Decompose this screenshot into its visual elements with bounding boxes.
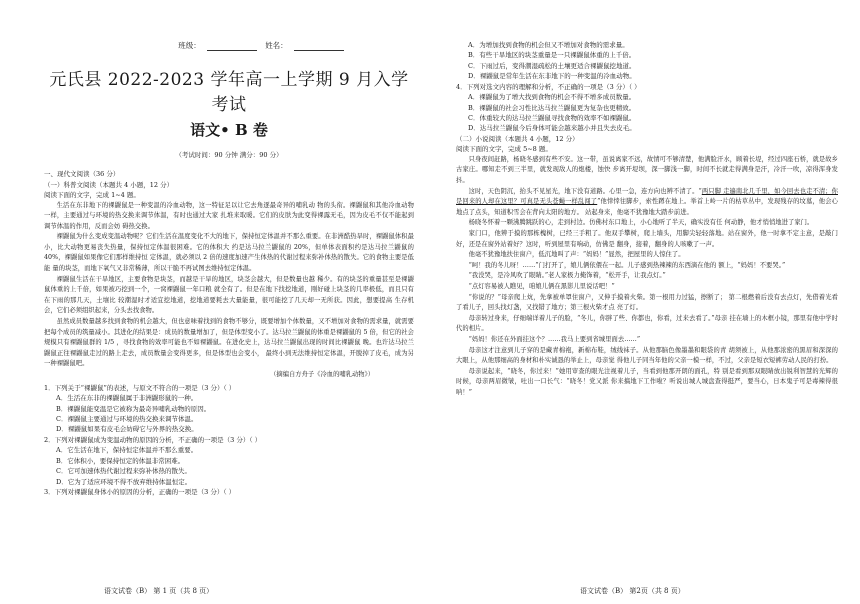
passage-paragraph: 生活在东非地下的裸鼹鼠是一种变温的冷血动物，这一特征足以让它去角逐最奇异的哺乳动 物的头衔。裸鼹鼠和其他冷血动物一样，主要通过与环境的热交换来调节体温，有时也通过大家 扎堆来取暖。它们的皮肤为此变得裸露无毛，因为皮毛不仅不能起到调节体温的作用，反而会妨 碍热交换。 bbox=[44, 201, 414, 230]
subsection-heading: （一）科普文阅读（本题共 4 小题，12 分） bbox=[44, 180, 174, 189]
section-heading: 一、现代文阅读（36 分） bbox=[44, 170, 120, 178]
question-option: B．它体积小，要保持恒定的体温非常困难。 bbox=[56, 456, 185, 465]
story-paragraph: 母亲转过身来，仔细端详着儿子的脸，“冬儿，你胖了些、你都也，你看，过来去看了。”母亲 挂在墙上的木框小镜，那里有他中学时代的相片。 bbox=[456, 314, 838, 333]
story-text: 这时，天色阴沉，抬头不见星光，地下没有道路。心里一急，连方向也辨不清了。“ bbox=[468, 187, 702, 195]
story-paragraph: 母亲这才注意到儿子穿的是藏青棉袍，新棉布鞋，绒线袜子。从他那脑色像墨墨和眼袋的青 胡须被上，从他那浓密的黑眉和深深的大眼上，从他那细高的身材和朴实诚恳的举止上，母亲觉 得他儿子同当年他的父亲一模一样，不过，父亲是短衣短裤劳动人民的打扮。 bbox=[456, 346, 838, 365]
story-paragraph: “你说的？”母亲爬上炕，先拿被单罩住窗户，又伸手摸着火柴。第一根用力过猛，擦断了； 第二根燃着后没有去点灯，先借着光看了看儿子，回头找灯盏，又找错了地方；第三根火柴才点 亮了灯。 bbox=[456, 293, 838, 312]
question-option: B．有些干旱地区的块茎重量是一只裸鼹鼠体重的上千倍。 bbox=[468, 51, 636, 60]
question-option: A．它生活在地下，保持恒定体温并不那么重要。 bbox=[56, 446, 198, 455]
story-paragraph: 家门口，他辨于摸的那栋槐树，已经三手粗了。他双手攀树，爬上墙头，用脚尖轻轻落地。站在窗外，他一时拿不定主意，是敲门好，还是在窗外站着好？这时，听到屋里有响动，仿佛是 翻身，接着，翻身的人咳嗽了一声。 bbox=[456, 230, 838, 248]
reading-instruction: 阅读下面的文字，完成 1~4 题。 bbox=[44, 191, 140, 199]
question-option: B．裸鼹鼠的社会习性比达马拉兰鼹鼠更为复杂也更精致。 bbox=[468, 103, 636, 112]
question-stem: 2．下列对裸鼹鼠成为变温动物的原因的分析，不正确的一项是（3 分）（ ） bbox=[44, 435, 262, 444]
story-paragraph: 杨晓冬怀着一颗沸腾跳跃的心，走到村边。仿佛村东口地上，小心地听了半天，确实没有任 何动静，他才悄悄地进了家门。 bbox=[468, 219, 814, 227]
story-paragraph: “点灯容易被人瞧见，咱娘儿俩在黑影儿里说话吧！” bbox=[468, 282, 615, 290]
question-option: D．裸鼹鼠是常年生活在东非地下的一种变温的冷血动物。 bbox=[468, 72, 636, 81]
question-option: D．它为了适应环境不得不放弃维持体温恒定。 bbox=[56, 477, 192, 486]
question-stem: 4．下列对选文内容的理解和分析，不正确的一项是（3 分）（ ） bbox=[456, 82, 641, 91]
story-paragraph: “妈妈！你还在外面挂这个？……我马上要到省城里面去……” bbox=[468, 335, 641, 343]
story-paragraph: “呵！我的冬儿呀！……”门打开了，娘儿俩依偎在一起。儿子感到热辣辣的东西滴在他的 额上，“妈妈！不要哭。” bbox=[468, 261, 786, 269]
exam-title: 元氏县 2022-2023 学年高一上学期 9 月入学考试 bbox=[49, 70, 409, 115]
class-label: 班级： bbox=[178, 41, 201, 50]
student-info-line bbox=[44, 40, 414, 51]
story-paragraph bbox=[456, 187, 838, 219]
name-blank[interactable] bbox=[294, 42, 344, 51]
passage-paragraph: 裸鼹鼠为什么变成变温动物呢？它们生活在温度变化不大的地下，保持恒定体温并不那么重要。在非洲酷热旱时，裸鼹鼠体积最小，比大动物更易丧失热量，保持恒定体温很困难。它的体积大 约是达马拉兰鼹鼠的 20%，但单体表面积约是达马拉兰鼹鼠的 40%，裸鼹鼠如果像它们那样维持恒 定体温，就必须以 2 倍的速度加速产生体热的代谢过程来弥补体热的散失。它的食物主要是低能 量的块茎，而地下氧气又非常稀薄，所以干脆不再试图去维持恒定体温。 bbox=[44, 233, 414, 273]
story-paragraph: 他毫不犹豫地扶住窗户，低沉地叫了声：“妈妈！”显然，把屋里的人惊住了。 bbox=[468, 251, 685, 259]
story-paragraph: 只身夜间赶路，杨晓冬感到有些不安。这一带，虽说离家不远，故情可不够清楚，他满脸汗水，顾着长堤，经过四座石桥，就是故乡古家庄。哪知走不到三半里，就发现敌人的炮楼，蚀快 步离开堤坝，深一脚浅一脚，时间不长就走得满身是汗，冷汗一吹，凉得浑身发抖。 bbox=[456, 155, 838, 185]
story-paragraph: 母亲说起来，“晓冬，你过来！”她用审查的眼光注视着儿子，当看到他那开朗的面孔，特 别是看到那双眼睛放出锐利智慧的光辉的时候，母亲两眉微皱，吐出一口长气：“晓冬！党又派 你来搞地下工作啦？听说出城人城盘查得挺严，要当心，日本鬼子可是毒辣得很呐！” bbox=[456, 367, 838, 396]
question-option: A．为增加找到食物的机会但又不增加对食物的需求量。 bbox=[468, 41, 629, 49]
page-footer-right: 语文试卷（B） 第2页（共 8 页） bbox=[580, 587, 685, 595]
question-option: C．裸鼹鼠主要通过与环境的热交换来调节体温。 bbox=[56, 415, 198, 423]
subsection-heading: （二）小说阅读（本题共 4 小题，12 分） bbox=[456, 134, 579, 143]
reading-instruction: 阅读下面的文字，完成 5~8 题。 bbox=[456, 145, 552, 154]
page-right bbox=[430, 0, 860, 604]
exam-meta: （考试时间：90 分钟 满分：90 分） bbox=[175, 151, 283, 159]
passage-paragraph: 裸鼹鼠生活在干旱地区，主要食物是块茎，而越是干旱的地区，块茎会越大，但是数量也越 稀少。有的块茎的重量甚至是裸鼹鼠体重的上千倍，如果被巧挖到一个，一窝裸鼹鼠一年口粮 就全有了。但是在地下找挖地道，刚好碰上块茎的几率极低，而且只有在下雨的那几天，土壤比 较潮湿时才适宜挖地道，挖地道要耗去大量能量，很可能挖了几天却一无所获。因此，想要提高 生存机会，它们必须组织起来，分头去找食物。 bbox=[44, 275, 414, 315]
question-option: D．达马拉兰鼹鼠今后身体可能会越来越小并且失去皮毛。 bbox=[468, 124, 636, 133]
question-option: B．裸鼹鼠能变温是它被称为最奇异哺乳动物的原因。 bbox=[56, 404, 211, 413]
passage-source: （摘编自方舟子《冷血的哺乳动物》） bbox=[270, 371, 374, 378]
exam-subtitle: 语文• B 卷 bbox=[190, 121, 268, 139]
underlined-sentence: 两只脚 走遍南北几千里，如今回去也走不清；你是回来的人却在这里？可真是无头苍蝇一样乱闯了 bbox=[456, 187, 838, 206]
question-option: D．裸鼹鼠如果有皮毛会妨碍它与外界的热交换。 bbox=[56, 425, 198, 434]
name-label: 姓名： bbox=[265, 41, 288, 50]
question-stem: 1．下列关于“裸鼹鼠”的表述，与原文不符合的一项是（3 分）（ ） bbox=[44, 383, 236, 392]
question-option: C．它可加速体热代谢过程来弥补体热的散失。 bbox=[56, 467, 191, 476]
question-stem: 3．下列对裸鼹鼠身体小的原因的分析，正确的一项是（3 分）（ ） bbox=[44, 488, 236, 497]
question-option: A．裸鼹鼠为了增大找到食物的机会不得不增多成员数量。 bbox=[468, 93, 636, 102]
question-option: A．生活在东非的裸鼹鼠属于非洲鼹形鼠的一种。 bbox=[56, 394, 198, 403]
passage-paragraph: 虽然成员数量越多找到食物的机会越大，但也意味着找到的食物不够分，既要增加个体数量，又不增加对食物的需求量，就需要把每个成员的筑量减小。其进化的结果是：成员的数量增加了，但是体型变小了。达马拉兰鼹鼠的体重是裸鼹鼠的 5 倍，但它的社会规模只有裸鼹鼠群的 1/5 ，寻找食物的效率可能也不如裸鼹鼠。在进化史上，达马拉兰鼹鼠出现的时间比裸鼹鼠 晚。也许达马拉兰鼹鼠正往裸鼹鼠走过的路上走去，成员数量会变得更多，但是体型也会变小， 最终小到无法维持恒定体温，开脱掉了皮毛，成为另一种裸鼹鼠吧。 bbox=[44, 318, 414, 368]
story-paragraph: “我没哭，是冷风吹了眼睛。”老人家极力掩饰着，“松开手，让我点灯。” bbox=[468, 272, 666, 280]
question-option: C．下雨过后，变得潮湿疏松的土壤更适合裸鼹鼠挖地道。 bbox=[468, 61, 636, 70]
story-text: ”他悻悻往脚步，索性蹲在地上。举首上岭一片的枯草丛中，发现残存的坟墓，他会心地点了点头，知道积雪会在背向太阳的地方。 站起身来，他毫不犹豫地大踏步前进。 bbox=[456, 198, 838, 216]
page-footer-left: 语文试卷（B） 第 1 页（共 8 页） bbox=[104, 587, 214, 595]
question-option: C．体重较大的达马拉兰鼹鼠寻找食物的效率不如裸鼹鼠。 bbox=[468, 114, 636, 123]
class-blank[interactable] bbox=[207, 42, 257, 51]
